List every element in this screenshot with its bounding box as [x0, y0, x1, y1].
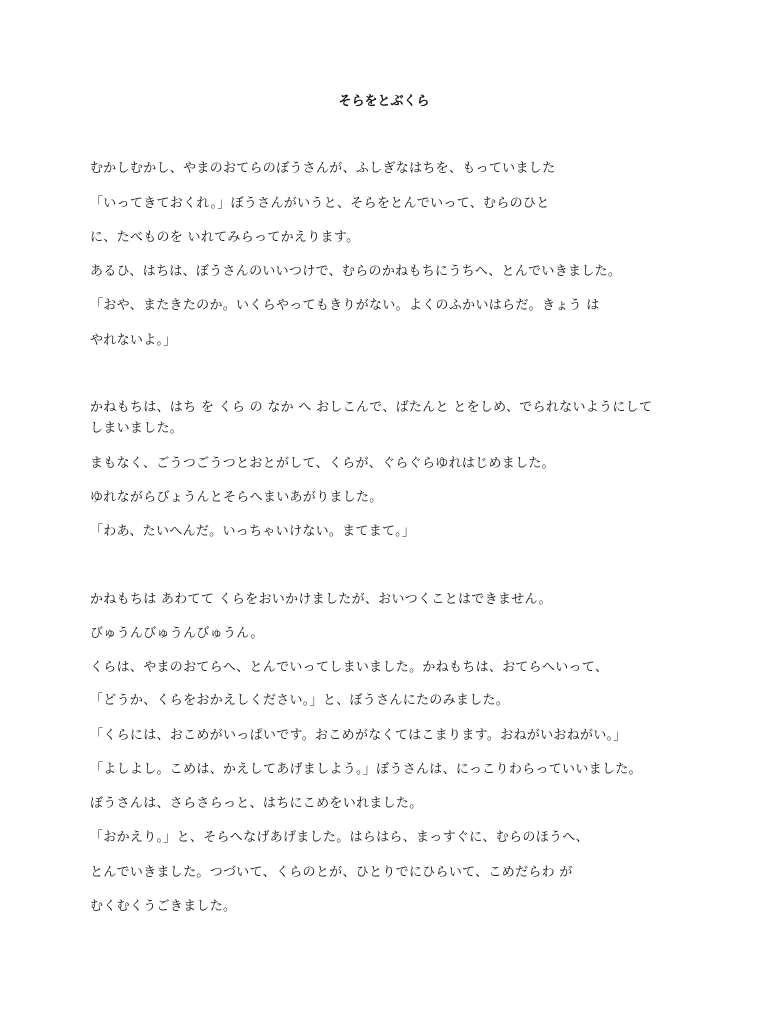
- text-line: 「どうか、くらをおかえしください。」と、ぼうさんにたのみました。: [90, 693, 510, 708]
- text-line: 「わあ、たいへんだ。いっちゃいけない。まてまて。」: [90, 524, 416, 539]
- text-line: ゆれながらびょうんとそらへまいあがりました。: [90, 490, 383, 505]
- text-line: むくむくうごきました。: [90, 899, 237, 914]
- text-line: 「いってきておくれ。」ぼうさんがいうと、そらをとんでいって、むらのひと: [90, 196, 550, 211]
- text-line: びゅうんびゅうんびゅうん。: [90, 626, 264, 641]
- text-line: やれないよ。」: [90, 333, 177, 348]
- text-line: まもなく、ごうつごうつとおとがして、くらが、ぐらぐらゆれはじめました。: [90, 456, 555, 471]
- text-line: とんでいきました。つづいて、くらのとが、ひとりでにひらいて、こめだらわ が: [90, 865, 573, 880]
- text-line: むかしむかし、やまのおてらのぼうさんが、ふしぎなはちを、もっていました: [90, 161, 556, 176]
- text-line: に、たべものを いれてみらってかえります。: [90, 230, 360, 245]
- text-line: くらは、やまのおてらへ、とんでいってしまいました。かねもちは、おてらへいって、: [90, 660, 609, 675]
- text-line: かねもちは、はち を くら の なか へ おしこんで、ばたんと とをしめ、でられないようにして: [90, 400, 653, 415]
- story-title: そらをとぶくら: [338, 94, 430, 109]
- text-line: ぼうさんは、さらさらっと、はちにこめをいれました。: [90, 796, 423, 811]
- text-line: しまいました。: [90, 421, 184, 436]
- text-line: 「おや、またきたのか。いくらやってもきりがない。よくのふかいはらだ。きょう は: [90, 298, 600, 313]
- text-line: 「おかえり。」と、そらへなげあげました。はらはら、まっすぐに、むらのほうへ、: [90, 830, 589, 845]
- text-line: かねもちは あわてて くらをおいかけましたが、おいつくことはできません。: [90, 592, 552, 607]
- text-line: あるひ、はちは、ぼうさんのいいつけで、むらのかねもちにうちへ、とんでいきました。: [90, 264, 622, 279]
- text-line: 「くらには、おこめがいっぱいです。おこめがなくてはこまります。おねがいおねがい。」: [90, 728, 627, 743]
- text-line: 「よしよし。こめは、かえしてあげましよう。」ぼうさんは、にっこりわらっていいました。: [90, 762, 642, 777]
